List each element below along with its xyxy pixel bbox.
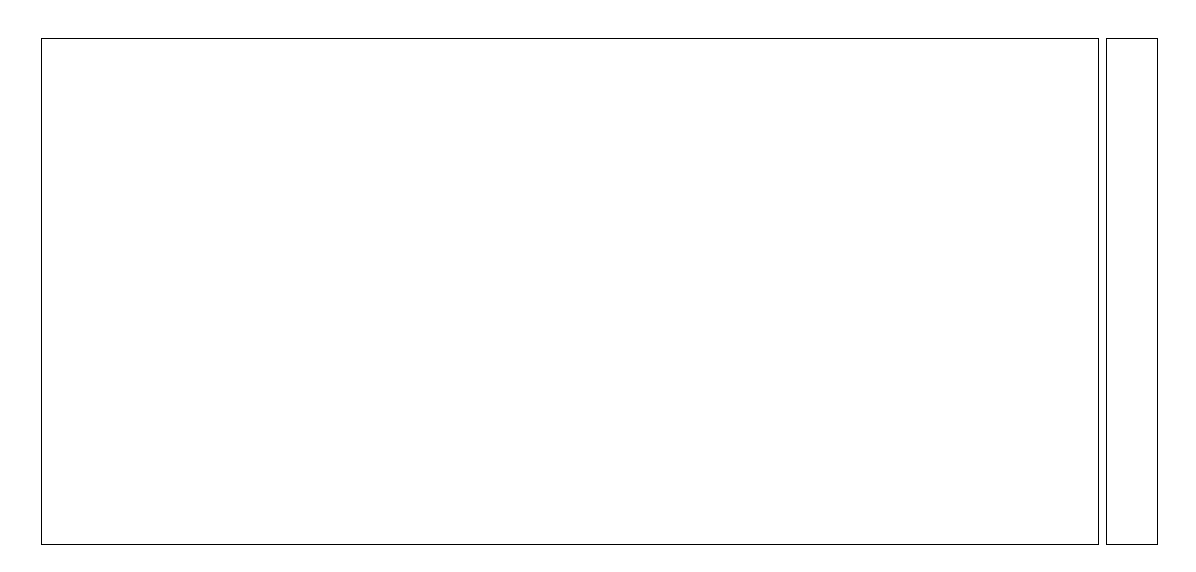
heatmap-grid (41, 38, 1099, 545)
y-axis (0, 38, 35, 545)
x-axis (41, 549, 1099, 567)
colorbar (1106, 38, 1158, 545)
